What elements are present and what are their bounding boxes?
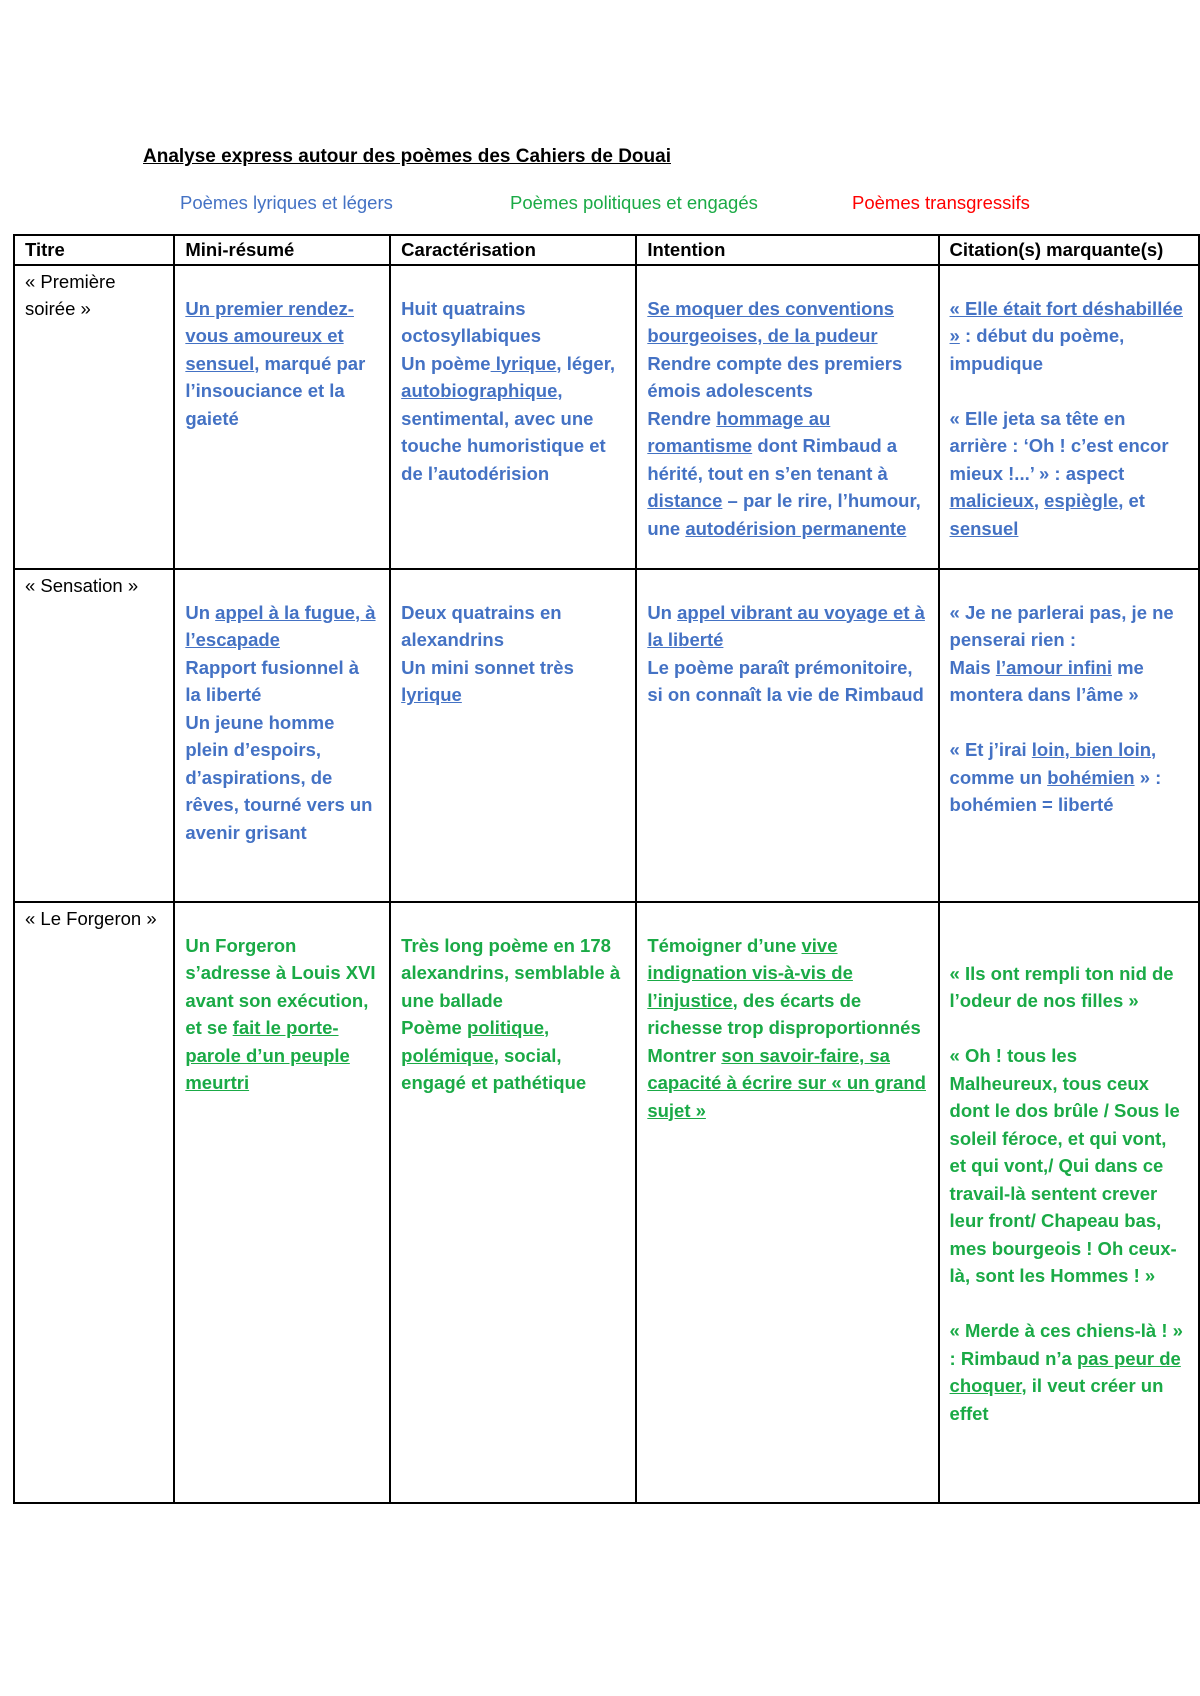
legend-lyric: Poèmes lyriques et légers (180, 192, 393, 213)
quote-text: « Merde à ces chiens-là ! » : Rimbaud n’a pas peur de choquer, il veut créer un effet (949, 1320, 1183, 1424)
quote-text: « Elle jeta sa tête en arrière : ‘Oh ! c’est encor mieux !...’ » : aspect malicieux, espiègle, et sensuel (949, 407, 1169, 539)
intention-text: Se moquer des conventions bourgeoises, de la pudeur (647, 297, 895, 346)
poem-title: « Sensation » (14, 569, 174, 902)
summary-cell (174, 569, 390, 902)
summary-cell (174, 265, 390, 569)
intention-text: Rendre compte des premiers émois adolescents (647, 352, 903, 401)
characterization-text: Très long poème en 178 alexandrins, semblable à une ballade (401, 934, 621, 1011)
characterization-text: Deux quatrains en alexandrins (401, 601, 562, 650)
characterization-text: Un poème lyrique, léger, autobiographique, sentimental, avec une touche humoristique et de l’autodérision (401, 352, 616, 484)
characterization-cell (390, 569, 636, 902)
header-summary: Mini-résumé (174, 235, 390, 265)
characterization-cell (390, 265, 636, 569)
quotes-cell (939, 902, 1199, 1503)
intention-cell (636, 569, 938, 902)
table-row (14, 265, 1199, 569)
summary-text: Un Forgeron s’adresse à Louis XVI avant son exécution, et se (185, 934, 376, 1038)
intention-cell (636, 902, 938, 1503)
characterization-text: Poème politique, polémique, social, engagé et pathétique (401, 1017, 587, 1093)
summary-text: , marqué par l’insouciance et la gaieté (185, 352, 366, 429)
summary-text: Un appel à la fugue, à l’escapade (185, 601, 376, 650)
summary-text: Rapport fusionnel à la liberté (185, 656, 360, 705)
analysis-table (13, 234, 1200, 1504)
quotes-cell (939, 569, 1199, 902)
summary-text: Un jeune homme plein d’espoirs, d’aspirations, de rêves, tourné vers un avenir grisant (185, 711, 373, 843)
legend-transgressive: Poèmes transgressifs (852, 192, 1030, 213)
table-row (14, 569, 1199, 902)
characterization-text: Huit quatrains octosyllabiques (401, 297, 541, 346)
header-characterization: Caractérisation (390, 235, 636, 265)
intention-text: Témoigner d’une vive indignation vis-à-vis de l’injustice, des écarts de richesse trop disproportionnés (647, 934, 921, 1038)
quotes-cell (939, 265, 1199, 569)
quote-text: « Je ne parlerai pas, je ne penserai rien : (949, 601, 1174, 650)
quote-text: « Et j’irai loin, bien loin, comme un bohémien » : bohémien = liberté (949, 739, 1162, 815)
intention-cell (636, 265, 938, 569)
table-header-row (14, 235, 1199, 265)
characterization-text: Un mini sonnet très lyrique (401, 656, 574, 705)
quote-text: Mais l’amour infini me montera dans l’âme » (949, 656, 1144, 705)
page-title: Analyse express autour des poèmes des Cahiers de Douai (143, 146, 671, 167)
quote-text: « Oh ! tous les Malheureux, tous ceux dont le dos brûle / Sous le soleil féroce, et qui vont, et qui vont,/ Qui dans ce travail-là sentent crever leur front/ Chapeau bas, mes bourgeois ! Oh ceux-là, sont les Hommes ! » (949, 1045, 1180, 1286)
summary-cell (174, 902, 390, 1503)
intention-text: Le poème paraît prémonitoire, si on connaît la vie de Rimbaud (647, 656, 924, 705)
summary-text: fait le porte-parole d’un peuple meurtri (185, 1017, 350, 1093)
poem-title: « Le Forgeron » (14, 902, 174, 1503)
quote-text: « Ils ont rempli ton nid de l’odeur de nos filles » (949, 962, 1174, 1011)
intention-text: Montrer son savoir-faire, sa capacité à écrire sur « un grand sujet » (647, 1044, 926, 1121)
intention-text: Un appel vibrant au voyage et à la liberté (647, 601, 925, 650)
characterization-cell (390, 902, 636, 1503)
legend-political: Poèmes politiques et engagés (510, 192, 758, 213)
header-intention: Intention (636, 235, 938, 265)
header-quotes: Citation(s) marquante(s) (939, 235, 1199, 265)
table-row (14, 902, 1199, 1503)
quote-text: « Elle était fort déshabillée » : début du poème, impudique (949, 297, 1183, 374)
intention-text: Rendre hommage au romantisme dont Rimbaud a hérité, tout en s’en tenant à distance – par le rire, l’humour, une autodérision permanente (647, 407, 921, 539)
header-title: Titre (14, 235, 174, 265)
poem-title: « Première soirée » (14, 265, 174, 569)
summary-text: Un premier rendez-vous amoureux et sensuel (185, 297, 354, 374)
